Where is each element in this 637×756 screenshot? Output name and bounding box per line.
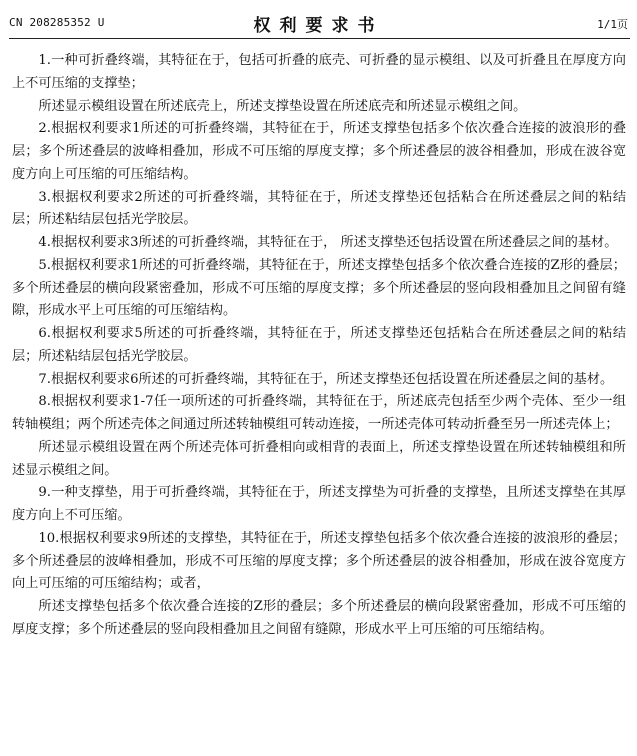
claims-body (12, 50, 626, 642)
claim-7-paragraph: 7.根据权利要求6所述的可折叠终端，其特征在于，所述支撑垫还包括设置在所述叠层之间的基材。 (38, 371, 614, 387)
claim-9-paragraph: 9.一种支撑垫，用于可折叠终端，其特征在于，所述支撑垫为可折叠的支撑垫，且所述支撑垫在其厚度方向上不可压缩。 (12, 485, 626, 523)
claim-10-paragraph: 10.根据权利要求9所述的支撑垫，其特征在于，所述支撑垫包括多个依次叠合连接的波浪形的叠层；多个所述叠层的波峰相叠加，形成不可压缩的厚度支撑；多个所述叠层的波谷相叠加，形成在波谷宽度方向上可压缩的可压缩结构；或者， (12, 530, 626, 592)
claim-8-paragraph: 8.根据权利要求1-7任一项所述的可折叠终端，其特征在于，所述底壳包括至少两个壳体、至少一组转轴模组；两个所述壳体之间通过所述转轴模组可转动连接，一所述壳体可转动折叠至另一所述壳体上； (12, 394, 626, 432)
claim-1-paragraph: 1.一种可折叠终端，其特征在于，包括可折叠的底壳、可折叠的显示模组、以及可折叠且在厚度方向上不可压缩的支撑垫； (12, 53, 626, 91)
claim-4-paragraph: 4.根据权利要求3所述的可折叠终端，其特征在于， 所述支撑垫还包括设置在所述叠层之间的基材。 (38, 235, 618, 250)
claim-8-continuation: 所述显示模组设置在两个所述壳体可折叠相向或相背的表面上，所述支撑垫设置在所述转轴模组和所述显示模组之间。 (12, 439, 626, 478)
page-title: 权利要求书 (253, 16, 384, 36)
claim-1-continuation: 所述显示模组设置在所述底壳上，所述支撑垫设置在所述底壳和所述显示模组之间。 (38, 98, 527, 114)
claim-10-continuation: 所述支撑垫包括多个依次叠合连接的Z形的叠层；多个所述叠层的横向段紧密叠加，形成不可压缩的厚度支撑；多个所述叠层的竖向段相叠加且之间留有缝隙，形成水平上可压缩的可压缩结构。 (12, 599, 626, 637)
page-header (0, 0, 637, 42)
publication-number: CN 208285352 U (9, 16, 105, 29)
page-number: 1/1页 (597, 18, 628, 31)
claim-5-paragraph: 5.根据权利要求1所述的可折叠终端，其特征在于，所述支撑垫包括多个依次叠合连接的Z形的叠层；多个所述叠层的横向段紧密叠加，形成不可压缩的厚度支撑；多个所述叠层的竖向段相叠加且之间留有缝隙，形成水平上可压缩的可压缩结构。 (12, 257, 626, 319)
claim-2-paragraph: 2.根据权利要求1所述的可折叠终端，其特征在于，所述支撑垫包括多个依次叠合连接的波浪形的叠层；多个所述叠层的波峰相叠加，形成不可压缩的厚度支撑；多个所述叠层的波谷相叠加，形成在波谷宽度方向上可压缩的可压缩结构。 (12, 121, 626, 182)
claim-6-paragraph: 6.根据权利要求5所述的可折叠终端，其特征在于，所述支撑垫还包括粘合在所述叠层之间的粘结层；所述粘结层包括光学胶层。 (12, 326, 626, 364)
header-divider (9, 38, 630, 39)
claim-3-paragraph: 3.根据权利要求2所述的可折叠终端，其特征在于，所述支撑垫还包括粘合在所述叠层之间的粘结层；所述粘结层包括光学胶层。 (12, 189, 626, 228)
